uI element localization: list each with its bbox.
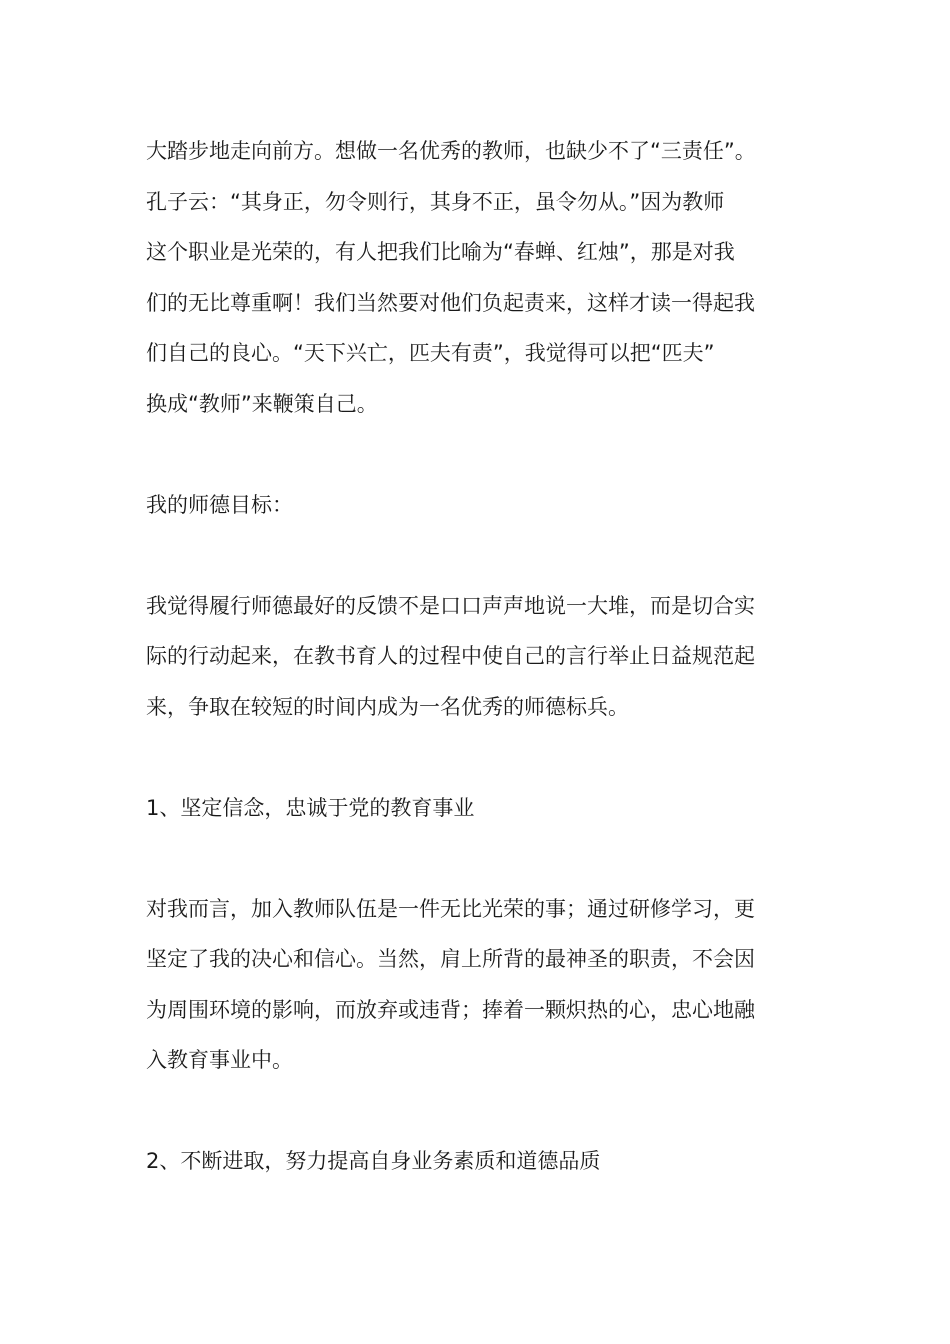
text-line: 们自己的良心。“天下兴亡，匹夫有责”，我觉得可以把“匹夫” (146, 341, 715, 365)
text-line: 际的行动起来，在教书育人的过程中使自己的言行举止日益规范起 (146, 644, 755, 668)
text-line: 来，争取在较短的时间内成为一名优秀的师德标兵。 (146, 694, 629, 719)
text-line: 坚定了我的决心和信心。当然，肩上所背的最神圣的职责，不会因 (146, 947, 755, 971)
text-line: 大踏步地走向前方。想做一名优秀的教师，也缺少不了“三责任”。 (146, 139, 756, 163)
text-line: 换成“教师”来鞭策自己。 (146, 391, 378, 416)
paragraph-spacer (146, 1086, 836, 1137)
text-line: 这个职业是光荣的，有人把我们比喻为“春蝉、红烛”，那是对我 (146, 240, 735, 264)
paragraph-goal-description (146, 581, 836, 733)
paragraph-item-1-body (146, 884, 836, 1086)
text-line: 们的无比尊重啊！我们当然要对他们负起责来，这样才读一得起我 (146, 290, 755, 315)
section-heading-goal: 我的师德目标： (146, 492, 293, 517)
text-line: 入教育事业中。 (146, 1048, 293, 1072)
paragraph-spacer (146, 530, 836, 581)
document-body (146, 126, 836, 1187)
item-2-title: 2、不断进取，努力提高自身业务素质和道德品质 (146, 1149, 601, 1173)
paragraph-spacer (146, 429, 836, 480)
text-line: 为周围环境的影响，而放弃或违背；捧着一颗炽热的心，忠心地融 (146, 997, 755, 1022)
text-line: 我觉得履行师德最好的反馈不是口口声声地说一大堆，而是切合实 (146, 593, 755, 618)
item-1-title: 1、坚定信念，忠诚于党的教育事业 (146, 795, 475, 820)
paragraph-three-responsibilities (146, 126, 836, 429)
text-line: 对我而言，加入教师队伍是一件无比光荣的事；通过研修学习，更 (146, 896, 755, 921)
text-line: 孔子云：“其身正，勿令则行，其身不正，虽令勿从。”因为教师 (146, 189, 725, 214)
paragraph-spacer (146, 833, 836, 884)
paragraph-spacer (146, 732, 836, 783)
